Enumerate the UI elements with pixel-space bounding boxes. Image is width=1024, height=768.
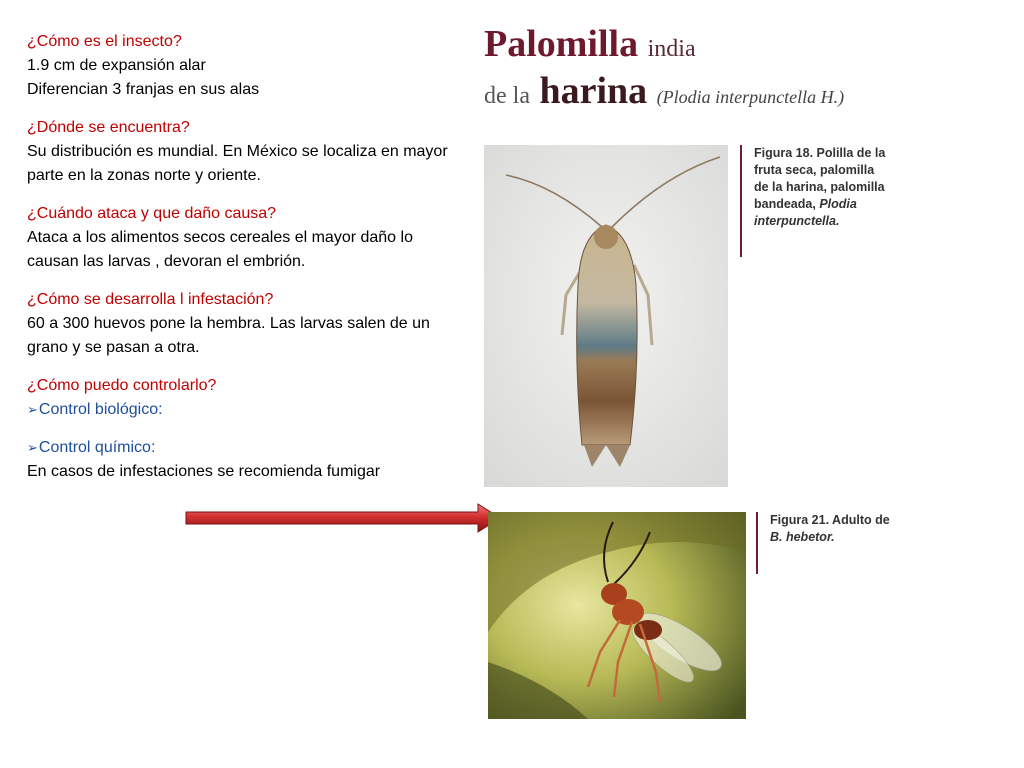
title-word-palomilla: Palomilla bbox=[484, 23, 639, 65]
fig18-line2: fruta seca, palomilla bbox=[754, 163, 875, 177]
question-control: ¿Cómo puedo controlarlo? bbox=[27, 377, 217, 394]
bullet-chemical-label: Control químico: bbox=[38, 439, 156, 456]
fumigate-text: En casos de infestaciones se recomienda fumigar bbox=[27, 463, 381, 480]
bullet-biological bbox=[27, 398, 457, 422]
figure-18-caption bbox=[740, 145, 885, 257]
figure-21-caption bbox=[756, 512, 890, 574]
arrow-bullet-icon: ➢ bbox=[27, 440, 38, 455]
question-when: ¿Cuándo ataca y que daño causa? bbox=[27, 205, 277, 222]
title-word-dela: de la bbox=[484, 83, 530, 109]
damage-text: Ataca a los alimentos secos cereales el mayor daño lo causan las larvas , devoran el embrión. bbox=[27, 229, 413, 270]
bullet-biological-label: Control biológico: bbox=[38, 401, 163, 418]
fig18-line1: Figura 18. Polilla de la bbox=[754, 146, 886, 160]
bullet-chemical bbox=[27, 436, 457, 460]
red-arrow-icon bbox=[182, 502, 504, 534]
wingspan-text: 1.9 cm de expansión alar bbox=[27, 57, 206, 74]
slide-title bbox=[484, 24, 844, 117]
fig18-line3: de la harina, palomilla bbox=[754, 180, 885, 194]
title-word-india: india bbox=[647, 36, 696, 62]
question-insect: ¿Cómo es el insecto? bbox=[27, 33, 182, 50]
fig18-line4: bandeada, bbox=[754, 197, 816, 211]
eggs-text: 60 a 300 huevos pone la hembra. Las larvas salen de un grano y se pasan a otra. bbox=[27, 315, 430, 356]
wasp-photo bbox=[488, 512, 746, 719]
stripes-text: Diferencian 3 franjas en sus alas bbox=[27, 81, 260, 98]
question-develop: ¿Cómo se desarrolla l infestación? bbox=[27, 291, 274, 308]
distribution-text: Su distribución es mundial. En México se localiza en mayor parte en la zonas norte y oriente. bbox=[27, 143, 448, 184]
fig21-line1: Figura 21. Adulto de bbox=[770, 513, 890, 527]
moth-photo bbox=[484, 145, 728, 487]
arrow-bullet-icon: ➢ bbox=[27, 402, 38, 417]
fig18-genus: Plodia bbox=[819, 197, 857, 211]
question-where: ¿Dónde se encuentra? bbox=[27, 119, 190, 136]
title-scientific-name: (Plodia interpunctella H.) bbox=[656, 87, 845, 107]
fig18-species: interpunctella. bbox=[754, 214, 840, 228]
title-word-harina: harina bbox=[539, 70, 648, 112]
text-column bbox=[27, 30, 457, 484]
fig21-species: B. hebetor. bbox=[770, 530, 835, 544]
